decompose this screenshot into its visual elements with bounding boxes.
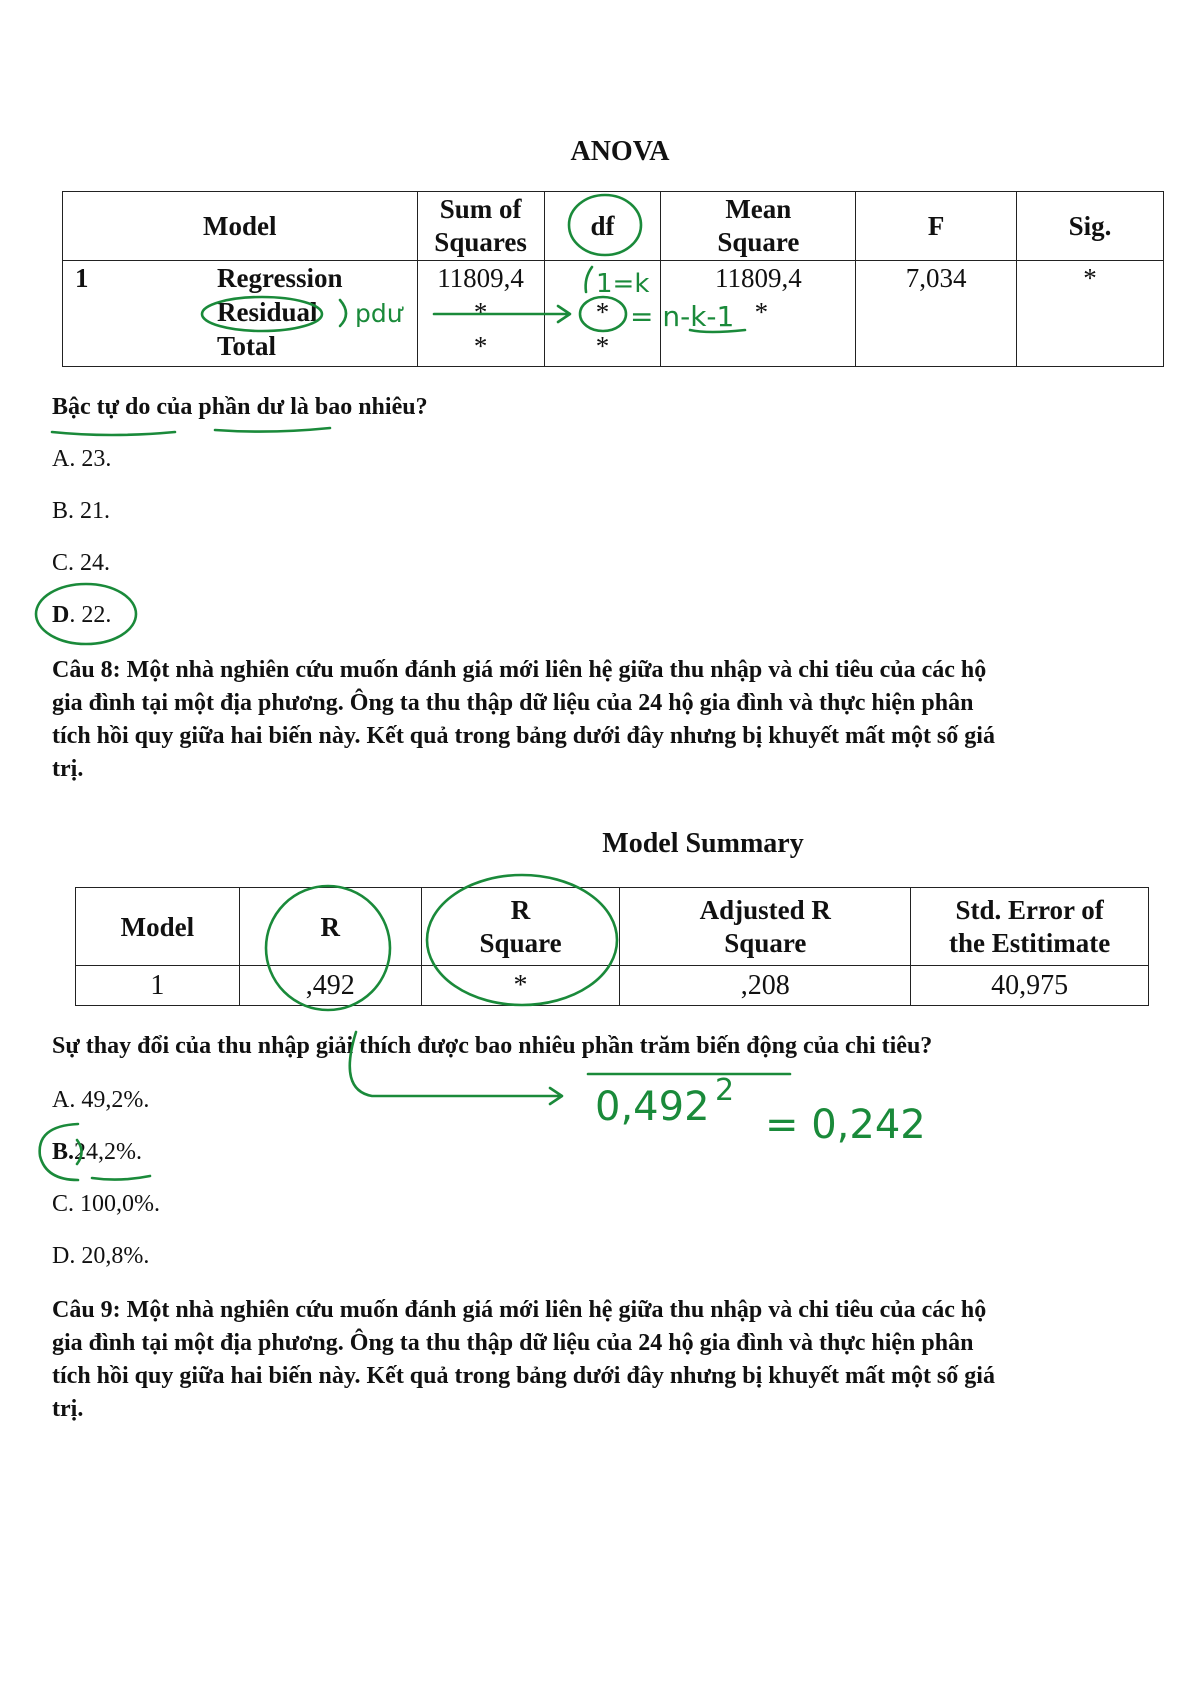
- ms-r-value: ,492: [239, 966, 421, 1006]
- row-label-total: Total: [217, 331, 277, 361]
- question-r2-text: Sự thay đổi của thu nhập giải thích được bao nhiêu phần trăm biến động của chi tiêu?: [52, 1033, 933, 1059]
- cau9-paragraph: [52, 1294, 1122, 1426]
- option-b-value: 24,2%.: [74, 1139, 143, 1165]
- sig-value: *: [1083, 263, 1097, 293]
- df-regression: [546, 263, 660, 297]
- r-squared-calc: 0,492: [595, 1084, 710, 1130]
- df-residual: *: [595, 297, 610, 327]
- model-cell: [63, 261, 418, 367]
- f-cell: [856, 261, 1017, 367]
- ms-residual: *: [754, 297, 769, 327]
- cau9-line: gia đình tại một địa phương. Ông ta thu thập dữ liệu của 24 hộ gia đình và thực hiện phân: [52, 1330, 974, 1356]
- header-mean-square: Mean Square: [661, 192, 856, 261]
- option-c-r2: C. 100,0%.: [52, 1191, 160, 1217]
- question-df-underline-1: [52, 432, 175, 435]
- option-d-r2: D. 20,8%.: [52, 1243, 150, 1269]
- question-df-underline-2: [215, 428, 330, 432]
- model-summary-table: [75, 887, 1149, 1006]
- model-number: 1: [75, 263, 89, 293]
- ms-header-r-square: R Square: [421, 888, 620, 966]
- row-label-residual: Residual: [217, 297, 318, 327]
- ms-std-error-value: 40,975: [911, 966, 1149, 1006]
- ss-residual: *: [473, 297, 488, 327]
- r-squared-result: = 0,242: [765, 1102, 926, 1148]
- ss-regression: 11809,4: [437, 263, 524, 293]
- option-d-df: [52, 602, 111, 629]
- ms-header-r: R: [239, 888, 421, 966]
- question-df-text: Bậc tự do của phần dư là bao nhiêu?: [52, 394, 428, 420]
- cau8-line: Câu 8: Một nhà nghiên cứu muốn đánh giá mới liên hệ giữa thu nhập và chi tiêu của các hộ: [52, 657, 987, 683]
- ms-model-value: 1: [76, 966, 240, 1006]
- option-d-value: . 22.: [69, 602, 112, 628]
- residual-note: pdư: [355, 299, 403, 328]
- cau8-line: trị.: [52, 756, 84, 782]
- model-summary-title: Model Summary: [602, 828, 804, 859]
- ms-regression: 11809,4: [714, 263, 802, 293]
- ms-header-std-error: Std. Error of the Estitimate: [911, 888, 1149, 966]
- ms-header-adjusted: Adjusted R Square: [620, 888, 911, 966]
- anova-table: [62, 191, 1164, 367]
- cau8-line: tích hồi quy giữa hai biến này. Kết quả trong bảng dưới đây nhưng bị khuyết mất một số giá: [52, 723, 995, 749]
- option-c-df: C. 24.: [52, 550, 111, 576]
- sig-cell: [1017, 261, 1164, 367]
- answer-b-underline: [92, 1176, 150, 1180]
- cau9-line: tích hồi quy giữa hai biến này. Kết quả trong bảng dưới đây nhưng bị khuyết mất một số giá: [52, 1363, 995, 1389]
- ms-r-square-value: *: [421, 966, 620, 1006]
- df-total: *: [595, 331, 610, 361]
- cau8-paragraph: [52, 654, 1122, 786]
- ms-header-model: Model: [76, 888, 240, 966]
- option-a-r2: A. 49,2%.: [52, 1087, 150, 1113]
- sum-of-squares-cell: [417, 261, 544, 367]
- header-sum-of-squares: Sum of Squares: [417, 192, 544, 261]
- cau9-line: Câu 9: Một nhà nghiên cứu muốn đánh giá mới liên hệ giữa thu nhập và chi tiêu của các hộ: [52, 1297, 987, 1323]
- row-label-regression: Regression: [217, 263, 343, 293]
- option-b-letter: B.: [52, 1139, 75, 1165]
- f-value: 7,034: [905, 263, 967, 293]
- ms-adjusted-value: ,208: [620, 966, 911, 1006]
- df-cell: [544, 261, 661, 367]
- option-d-letter: D: [52, 602, 70, 628]
- df-residual-note: = n-k-1: [630, 300, 735, 333]
- mean-square-cell: [661, 261, 856, 367]
- cau9-line: trị.: [52, 1396, 84, 1422]
- cau8-line: gia đình tại một địa phương. Ông ta thu thập dữ liệu của 24 hộ gia đình và thực hiện phân: [52, 690, 974, 716]
- option-b-df: B. 21.: [52, 498, 111, 524]
- r-squared-exponent: 2: [715, 1073, 735, 1108]
- header-sig: Sig.: [1017, 192, 1164, 261]
- header-f: F: [856, 192, 1017, 261]
- option-a-df: A. 23.: [52, 446, 112, 472]
- df-regression-note: 1=k: [596, 269, 650, 299]
- header-df: df: [544, 192, 661, 261]
- header-model: Model: [63, 192, 418, 261]
- anova-title: ANOVA: [570, 136, 670, 167]
- option-b-r2: [52, 1139, 142, 1166]
- ss-total: *: [473, 331, 488, 361]
